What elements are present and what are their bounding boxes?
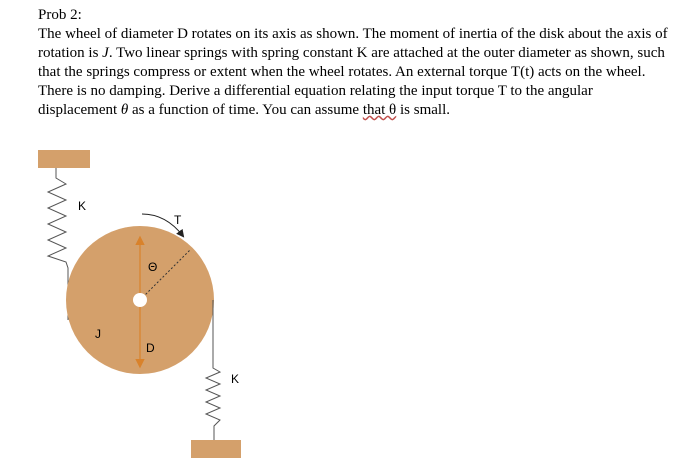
body-part-3: as a function of time. You can assume <box>128 102 363 118</box>
diameter-label: D <box>146 341 155 355</box>
spellcheck-underlined-phrase: that θ <box>362 102 397 118</box>
top-spring <box>48 168 68 320</box>
top-anchor <box>38 150 90 168</box>
angle-label: Θ <box>148 260 158 274</box>
body-part-4: is small. <box>396 102 451 118</box>
wheel-hub <box>133 293 147 307</box>
theta-symbol: θ <box>120 102 129 118</box>
body-part-2: . Two linear springs with spring constant K are attached at the outer diameter as shown, such that the springs compress or extent when the wheel rotates. An external torque T(t) acts on the wheel. There is no damping. Derive a differential equation relating the input torque T to the angular displacement <box>38 45 665 118</box>
top-spring-label: K <box>78 199 87 213</box>
bottom-anchor <box>191 440 241 458</box>
inertia-symbol: J <box>102 45 109 61</box>
body-part-1: The wheel of diameter D rotates on its axis as shown. The moment of inertia of the disk about the axis of rotation is <box>38 26 668 61</box>
inertia-label: J <box>95 327 101 341</box>
bottom-spring-label: K <box>231 372 240 386</box>
torque-label: T <box>174 213 182 227</box>
problem-heading: Prob 2: <box>38 7 82 23</box>
